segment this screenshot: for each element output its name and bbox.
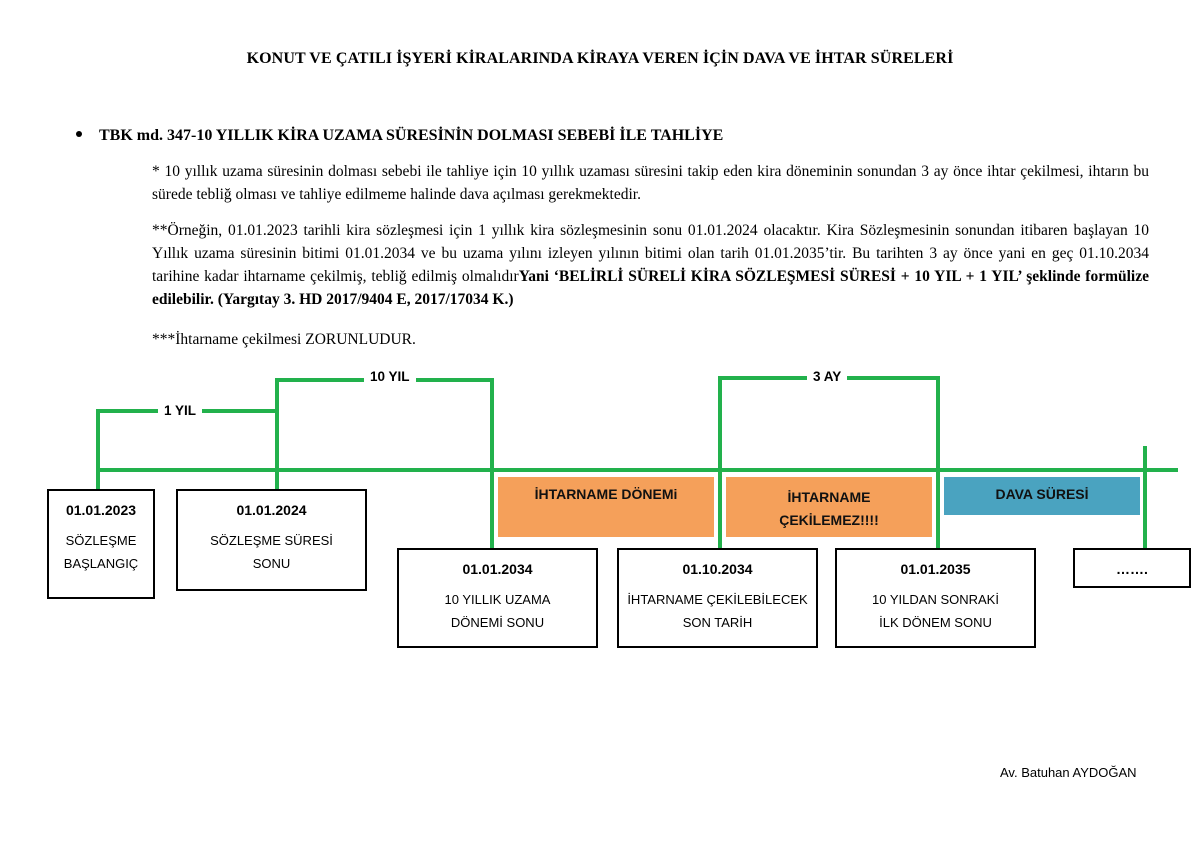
date-box-date: 01.01.2024 [236,502,307,518]
date-box-date: 01.10.2034 [682,561,753,577]
paragraph-2-bold: Yani ‘BELİRLİ SÜRELİ KİRA SÖZLEŞMESİ SÜRESİ + 10 YIL + 1 YIL’ şeklinde formülize edilebilir. (Yargıtay 3. HD 2017/9404 E, 2017/17034 K.) [152,268,1150,308]
date-box-first-period-end [835,548,1036,648]
period-lawsuit: DAVA SÜRESİ [944,477,1140,515]
date-box-label: SÖZLEŞME SÜRESİ SONU [210,533,333,571]
date-box-label: 10 YILDAN SONRAKİ İLK DÖNEM SONU [872,592,999,630]
paragraph-2-normal: **Örneğin, 01.01.2023 tarihli kira sözleşmesi için 1 yıllık kira sözleşmesinin sonu 01.01.2024 olacaktır. Kira Sözleşmesinin sonundan itibaren başlayan 10 Yıllık uzama süresinin bitimi 01.01.2034 ve bu uzama yılını izleyen yılının bitimi olan tarih 01.01.2035’tir. Bu tarihten 3 ay önce yani en geç 01.10.2034 tarihine kadar ihtarname çekilmiş, tebliğ edilmiş olmalıdır [152,222,1149,285]
date-box-extension-end [397,548,598,648]
section-heading-text: TBK md. 347-10 YILLIK KİRA UZAMA SÜRESİNİN DOLMASI SEBEBİ İLE TAHLİYE [99,127,724,144]
date-box-label: SÖZLEŞME BAŞLANGIÇ [63,533,139,571]
label-three-months: 3 AY [807,369,847,384]
date-box-label: İHTARNAME ÇEKİLEBİLECEK SON TARİH [627,592,808,630]
date-box-contract-end [176,489,367,591]
label-ten-years: 10 YIL [364,369,416,384]
period-no-notice: İHTARNAME ÇEKİLEMEZ!!!! [726,477,932,537]
date-box-date: 01.01.2035 [900,561,971,577]
date-box-last-notice [617,548,818,648]
label-one-year: 1 YIL [158,403,202,418]
date-box-label: 10 YILLIK UZAMA DÖNEMİ SONU [444,592,551,630]
page-title: KONUT VE ÇATILI İŞYERİ KİRALARINDA KİRAYA VEREN İÇİN DAVA VE İHTAR SÜRELERİ [246,50,954,67]
date-box-start [47,489,155,599]
paragraph-1: * 10 yıllık uzama süresinin dolması sebebi ile tahliye için 10 yıllık uzaması süresini takip eden kira döneminin sonundan 3 ay önce ihtar çekilmesi, ihtarın bu sürede tebliğ olması ve tahliye edilmeme halinde dava açılması gerekmektedir. [152,163,1149,203]
date-box-date: 01.01.2034 [462,561,533,577]
signature: Av. Batuhan AYDOĞAN [1000,765,1137,780]
period-notice: İHTARNAME DÖNEMi [498,477,714,537]
paragraph-3: ***İhtarname çekilmesi ZORUNLUDUR. [152,331,416,348]
date-box-ellipsis [1073,548,1191,588]
date-box-date: ……. [1116,561,1148,577]
bracket-one-year [98,411,277,490]
date-box-date: 01.01.2023 [65,502,137,518]
